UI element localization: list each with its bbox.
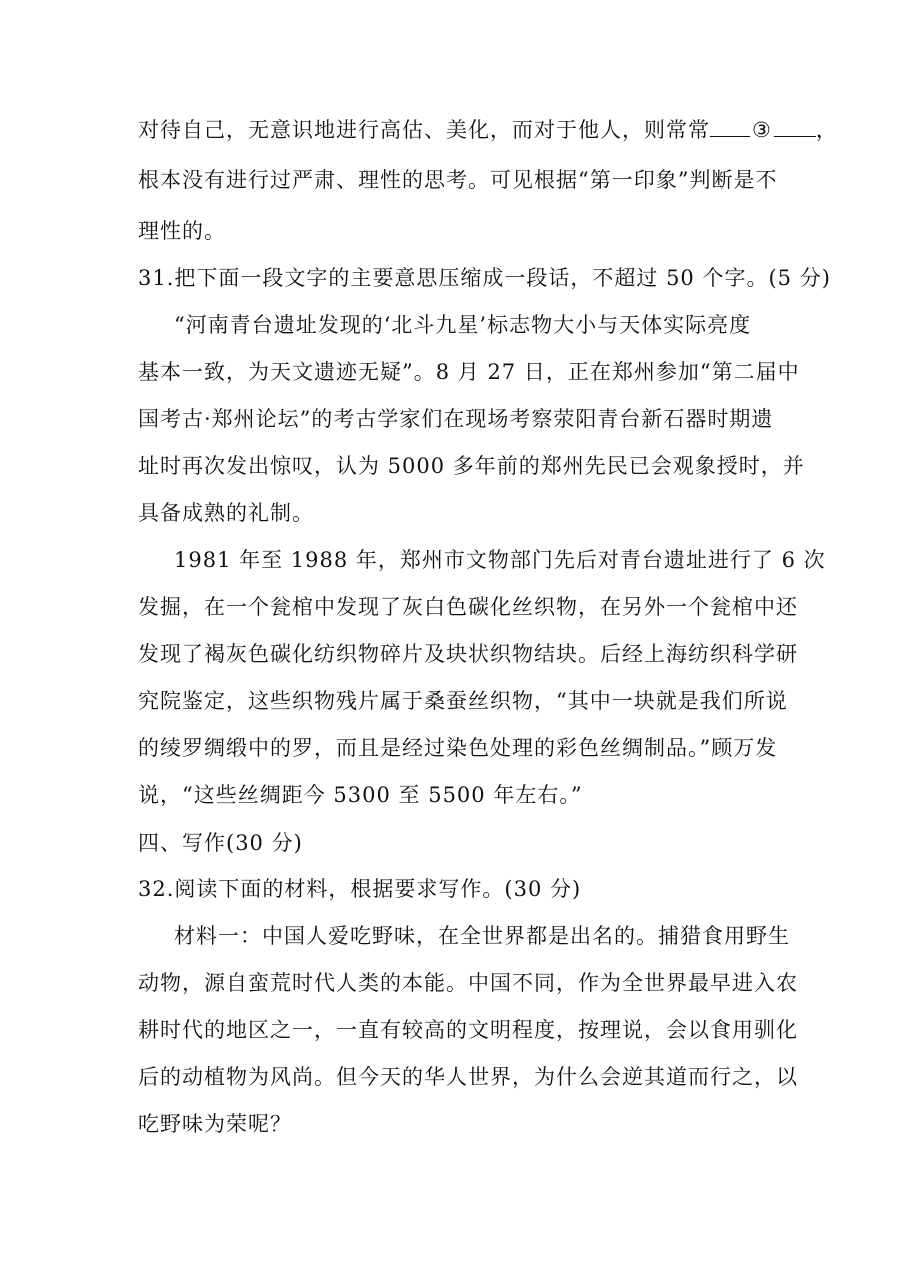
question-32-heading: 32.阅读下面的材料，根据要求写作。(30 分): [138, 877, 582, 901]
q31-passage-line: 国考古·郑州论坛”的考古学家们在现场考察荥阳青台新石器时期遗: [138, 407, 774, 431]
q32-material-line: 材料一：中国人爱吃野味，在全世界都是出名的。捕猎食用野生: [174, 924, 790, 948]
question-31-heading: 31.把下面一段文字的主要意思压缩成一段话，不超过 50 个字。(5 分): [138, 266, 831, 290]
q31-passage-line: 说，“这些丝绸距今 5300 至 5500 年左右。”: [138, 783, 583, 807]
blank-number: ③: [752, 118, 772, 142]
q32-material-line: 吃野味为荣呢？: [138, 1112, 292, 1136]
q31-passage-line: 址时再次发出惊叹，认为 5000 多年前的郑州先民已会观象授时，并: [138, 454, 805, 478]
blank-underline: [774, 114, 816, 137]
section-4-heading: 四、写作(30 分): [138, 831, 303, 855]
q32-material-line: 耕时代的地区之一，一直有较高的文明程度，按理说，会以食用驯化: [138, 1018, 798, 1042]
q31-passage-line: 具备成熟的礼制。: [138, 501, 314, 525]
q31-passage-line: 发掘，在一个瓮棺中发现了灰白色碳化丝织物，在另外一个瓮棺中还: [138, 595, 798, 619]
answer-blank: [710, 114, 816, 145]
q31-passage-line: “河南青台遗址发现的‘北斗九星’标志物大小与天体实际亮度: [174, 313, 752, 337]
q31-passage-line: 的绫罗绸缎中的罗，而且是经过染色处理的彩色丝绸制品。”顾万发: [138, 736, 778, 760]
paragraph-line: [138, 114, 838, 145]
line-text: ，: [815, 118, 838, 142]
line-text: 对待自己，无意识地进行高估、美化，而对于他人，则常常: [138, 118, 710, 142]
blank-underline: [710, 114, 750, 137]
q32-material-line: 动物，源自蛮荒时代人类的本能。中国不同，作为全世界最早进入农: [138, 971, 798, 995]
paragraph-line: 理性的。: [138, 219, 226, 243]
q31-passage-line: 1981 年至 1988 年，郑州市文物部门先后对青台遗址进行了 6 次: [174, 548, 826, 572]
q32-material-line: 后的动植物为风尚。但今天的华人世界，为什么会逆其道而行之，以: [138, 1065, 798, 1089]
q31-passage-line: 发现了褐灰色碳化纺织物碎片及块状织物结块。后经上海纺织科学研: [138, 642, 798, 666]
paragraph-line: 根本没有进行过严肃、理性的思考。可见根据“第一印象”判断是不: [138, 168, 778, 192]
q31-passage-line: 究院鉴定，这些织物残片属于桑蚕丝织物，“其中一块就是我们所说: [138, 689, 788, 713]
q31-passage-line: 基本一致，为天文遗迹无疑”。8 月 27 日，正在郑州参加“第二届中: [138, 360, 800, 384]
